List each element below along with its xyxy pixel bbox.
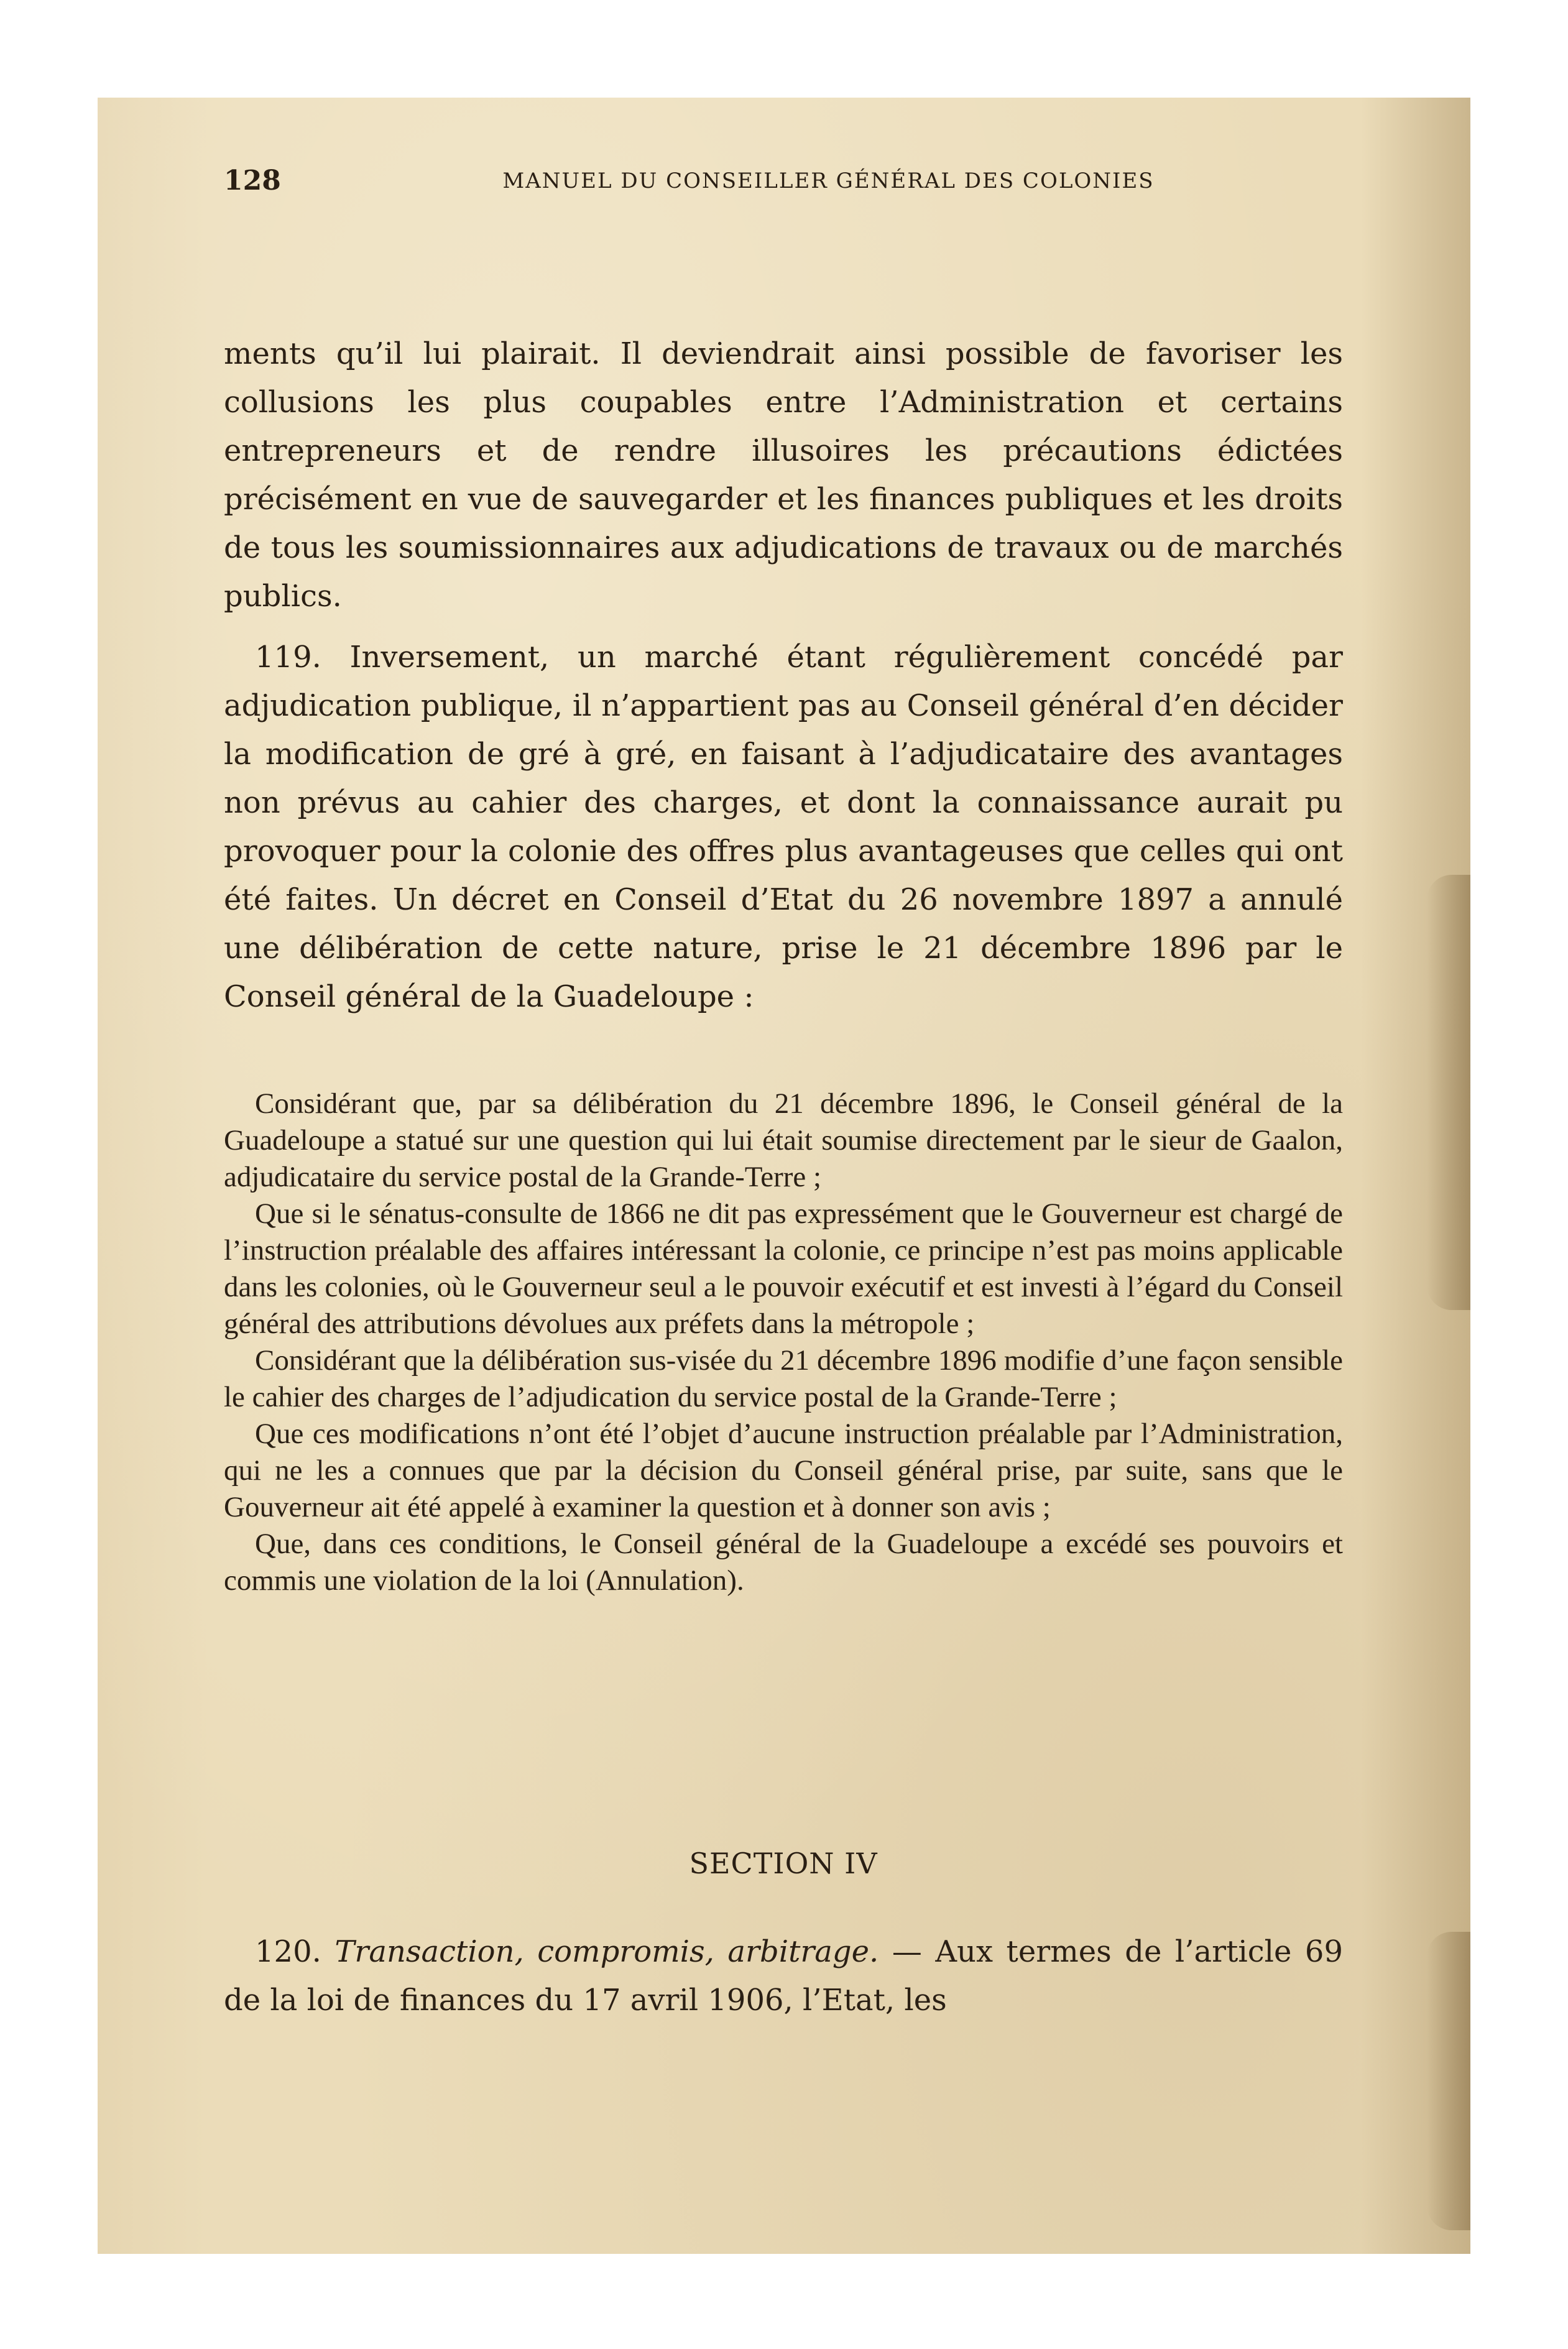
quote-paragraph: Que ces modifications n’ont été l’objet d’aucune instruction préalable par l’Administration, qui ne les a connues que par la décision du Conseil général prise, par suite, sans que le Gouverneur ait été appelé à examiner la question et à donner son avis ; — [224, 1418, 1343, 1523]
paragraph: 119. Inversement, un marché étant régulièrement concédé par adjudication publique, il n’appartient pas au Conseil général d’en décider la modification de gré à gré, en faisant à l’adjudicataire des avantages non prévus au cahier des charges, et dont la connaissance aurait pu provoquer pour la colonie des offres plus avantageuses que celles qui ont été faites. Un décret en Conseil d’Etat du 26 novembre 1897 a annulé une délibération de cette nature, prise le 21 décembre 1896 par le Conseil général de la Guadeloupe : — [224, 640, 1343, 1014]
page-edge-stain — [1427, 1932, 1470, 2230]
page-number: 128 — [224, 165, 281, 196]
quoted-decree — [224, 1086, 1343, 1599]
quote-paragraph: Considérant que la délibération sus-visée du 21 décembre 1896 modifie d’une façon sensible le cahier des charges de l’adjudication du service postal de la Grande-Terre ; — [224, 1344, 1343, 1413]
page-header — [224, 165, 1343, 202]
paragraph-text: — Aux termes de l’article 69 de la loi de finances du 17 avril 1906, l’Etat, les — [224, 1934, 1343, 2018]
paragraph-title: Transaction, compromis, arbitrage. — [334, 1934, 879, 1969]
running-title: MANUEL DU CONSEILLER GÉNÉRAL DES COLONIES — [502, 168, 1155, 193]
page-edge-stain — [1427, 875, 1470, 1310]
paragraph — [224, 1927, 1343, 2024]
body-text — [224, 330, 1343, 1021]
quote-paragraph: Que si le sénatus-consulte de 1866 ne dit pas expressément que le Gouverneur est chargé de l’instruction préalable des affaires intéressant la colonie, ce principe n’est pas moins applicable dans les colonies, où le Gouverneur seul a le pouvoir exécutif et est investi à l’égard du Conseil général des attributions dévolues aux préfets dans la métropole ; — [224, 1198, 1343, 1340]
section-heading: SECTION IV — [689, 1847, 878, 1880]
quote-paragraph: Considérant que, par sa délibération du 21 décembre 1896, le Conseil général de la Guadeloupe a statué sur une question qui lui était soumise directement par le sieur de Gaalon, adjudicataire du service postal de la Grande-Terre ; — [224, 1087, 1343, 1193]
final-paragraph-block — [224, 1927, 1343, 2024]
paragraph: ments qu’il lui plairait. Il deviendrait ainsi possible de favoriser les collusions les plus coupables entre l’Administration et certains entrepreneurs et de rendre illusoires les précautions édictées précisément en vue de sauvegarder et les finances publiques et les droits de tous les soumissionnaires aux adjudications de travaux ou de marchés publics. — [224, 336, 1343, 614]
paragraph-number: 120. — [255, 1934, 335, 1969]
quote-paragraph: Que, dans ces conditions, le Conseil général de la Guadeloupe a excédé ses pouvoirs et commis une violation de la loi (Annulation). — [224, 1528, 1343, 1597]
